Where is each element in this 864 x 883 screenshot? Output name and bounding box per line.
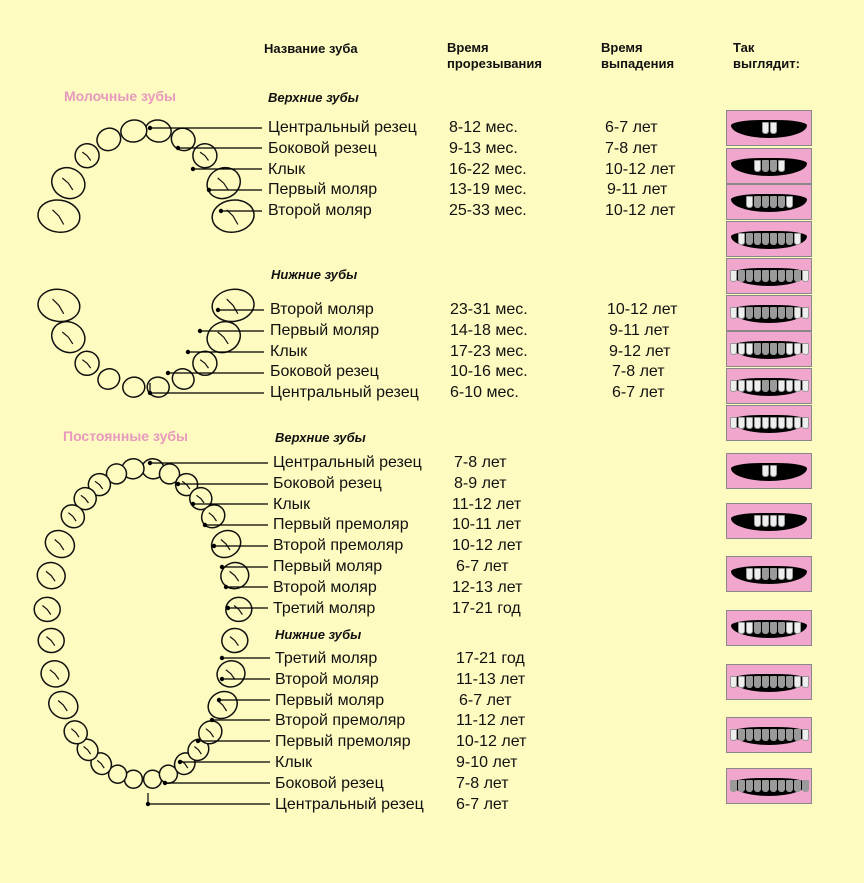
mouth-teeth	[727, 729, 811, 741]
tooth-name: Второй моляр	[275, 671, 379, 688]
tooth-mark	[746, 676, 753, 688]
milk-upper-tooth	[119, 118, 148, 143]
tooth-mark	[730, 307, 737, 319]
tooth-mark	[746, 196, 753, 208]
tooth-mark	[738, 343, 745, 355]
tooth-mark	[802, 417, 809, 429]
falling-time: 7-8 лет	[612, 363, 665, 380]
eruption-time: 23-31 мес.	[450, 301, 528, 318]
falling-time: 6-7 лет	[605, 119, 658, 136]
eruption-time: 10-16 мес.	[450, 363, 528, 380]
permanent-teeth-title: Постоянные зубы	[63, 428, 188, 444]
tooth-mark	[762, 233, 769, 245]
tooth-mark	[794, 380, 801, 392]
tooth-mark	[794, 622, 801, 634]
tooth-mark	[762, 465, 769, 477]
tooth-mark	[778, 196, 785, 208]
tooth-mark	[746, 780, 753, 792]
tooth-mark	[754, 729, 761, 741]
tooth-mark	[730, 380, 737, 392]
milk-lower-tooth	[95, 365, 123, 392]
tooth-mark	[738, 676, 745, 688]
eruption-time: 14-18 мес.	[450, 322, 528, 339]
falling-time: 9-12 лет	[609, 343, 671, 360]
tooth-mark	[762, 568, 769, 580]
tooth-mark	[778, 780, 785, 792]
tooth-mark	[778, 676, 785, 688]
tooth-name: Первый премоляр	[273, 516, 409, 533]
eruption-time: 17-21 год	[456, 650, 525, 667]
eruption-time: 25-33 мес.	[449, 202, 527, 219]
tooth-name: Клык	[275, 754, 313, 771]
mouth-teeth	[727, 676, 811, 688]
eruption-time: 8-9 лет	[454, 475, 507, 492]
tooth-name: Второй моляр	[273, 579, 377, 596]
mouth-thumbnail	[726, 768, 812, 804]
mouth-thumbnail	[726, 503, 812, 539]
tooth-mark	[746, 343, 753, 355]
column-header-eruption-line2: прорезывания	[447, 56, 542, 71]
tooth-mark	[762, 160, 769, 172]
tooth-mark	[730, 270, 737, 282]
eruption-time: 6-7 лет	[456, 796, 509, 813]
eruption-time: 7-8 лет	[456, 775, 509, 792]
milk-lower-tooth	[169, 365, 197, 392]
tooth-name: Боковой резец	[273, 475, 382, 492]
tooth-mark	[794, 307, 801, 319]
tooth-mark	[770, 270, 777, 282]
mouth-teeth	[727, 196, 811, 208]
permanent-lower-title: Нижние зубы	[275, 627, 362, 642]
tooth-mark	[762, 417, 769, 429]
tooth-mark	[738, 780, 745, 792]
column-header-look-line2: выглядит:	[733, 56, 800, 71]
column-header-falling-line1: Время	[601, 40, 643, 55]
falling-time: 7-8 лет	[605, 140, 658, 157]
mouth-thumbnail	[726, 295, 812, 331]
column-header-name: Название зуба	[264, 41, 358, 56]
tooth-mark	[794, 270, 801, 282]
eruption-time: 6-10 мес.	[450, 384, 519, 401]
tooth-mark	[786, 343, 793, 355]
column-header-look-line1: Так	[733, 40, 755, 55]
tooth-mark	[754, 380, 761, 392]
tooth-mark	[738, 307, 745, 319]
mouth-teeth	[727, 233, 811, 245]
eruption-time: 13-19 мес.	[449, 181, 527, 198]
tooth-mark	[746, 622, 753, 634]
eruption-time: 17-21 год	[452, 600, 521, 617]
tooth-mark	[746, 417, 753, 429]
mouth-teeth	[727, 343, 811, 355]
tooth-mark	[762, 380, 769, 392]
tooth-mark	[794, 343, 801, 355]
mouth-thumbnail	[726, 556, 812, 592]
tooth-mark	[738, 417, 745, 429]
tooth-mark	[770, 676, 777, 688]
tooth-mark	[802, 307, 809, 319]
tooth-mark	[754, 780, 761, 792]
tooth-mark	[770, 343, 777, 355]
tooth-mark	[762, 270, 769, 282]
tooth-mark	[770, 122, 777, 134]
tooth-mark	[738, 622, 745, 634]
eruption-time: 11-12 лет	[452, 496, 522, 513]
eruption-time: 10-11 лет	[452, 516, 522, 533]
tooth-mark	[754, 270, 761, 282]
falling-time: 6-7 лет	[612, 384, 665, 401]
tooth-mark	[762, 515, 769, 527]
tooth-mark	[778, 380, 785, 392]
tooth-mark	[746, 729, 753, 741]
mouth-teeth	[727, 122, 811, 134]
tooth-mark	[754, 515, 761, 527]
permanent-upper-title: Верхние зубы	[275, 430, 366, 445]
tooth-mark	[770, 307, 777, 319]
tooth-mark	[754, 622, 761, 634]
tooth-name: Клык	[273, 496, 311, 513]
tooth-name: Второй моляр	[268, 202, 372, 219]
falling-time: 10-12 лет	[605, 161, 676, 178]
mouth-thumbnail	[726, 148, 812, 184]
tooth-name: Третий моляр	[273, 600, 376, 617]
tooth-mark	[778, 270, 785, 282]
tooth-mark	[794, 676, 801, 688]
tooth-mark	[778, 729, 785, 741]
tooth-mark	[786, 729, 793, 741]
tooth-mark	[778, 307, 785, 319]
mouth-teeth	[727, 307, 811, 319]
tooth-mark	[770, 380, 777, 392]
mouth-teeth	[727, 160, 811, 172]
eruption-time: 11-13 лет	[456, 671, 526, 688]
falling-time: 10-12 лет	[605, 202, 676, 219]
tooth-mark	[778, 568, 785, 580]
eruption-time: 9-13 мес.	[449, 140, 518, 157]
tooth-mark	[770, 515, 777, 527]
falling-time: 10-12 лет	[607, 301, 678, 318]
milk-lower-tooth	[122, 376, 147, 399]
tooth-mark	[762, 622, 769, 634]
tooth-mark	[770, 780, 777, 792]
tooth-mark	[770, 568, 777, 580]
mouth-thumbnail	[726, 610, 812, 646]
tooth-mark	[770, 729, 777, 741]
eruption-time: 10-12 лет	[452, 537, 523, 554]
tooth-mark	[762, 196, 769, 208]
tooth-mark	[754, 233, 761, 245]
column-header-eruption-line1: Время	[447, 40, 489, 55]
mouth-thumbnail	[726, 331, 812, 367]
mouth-teeth	[727, 780, 811, 792]
tooth-mark	[778, 233, 785, 245]
tooth-mark	[778, 343, 785, 355]
tooth-mark	[786, 307, 793, 319]
tooth-name: Первый премоляр	[275, 733, 411, 750]
tooth-mark	[730, 780, 737, 792]
tooth-name: Боковой резец	[270, 363, 379, 380]
tooth-mark	[770, 196, 777, 208]
tooth-name: Клык	[270, 343, 308, 360]
tooth-mark	[762, 307, 769, 319]
milk-upper-title: Верхние зубы	[268, 90, 359, 105]
tooth-mark	[746, 307, 753, 319]
eruption-time: 9-10 лет	[456, 754, 518, 771]
tooth-mark	[786, 780, 793, 792]
tooth-mark	[770, 622, 777, 634]
tooth-mark	[746, 380, 753, 392]
tooth-mark	[762, 122, 769, 134]
mouth-teeth	[727, 622, 811, 634]
tooth-mark	[770, 160, 777, 172]
mouth-thumbnail	[726, 453, 812, 489]
tooth-name: Центральный резец	[268, 119, 417, 136]
tooth-mark	[762, 676, 769, 688]
tooth-mark	[802, 729, 809, 741]
tooth-mark	[786, 417, 793, 429]
falling-time: 9-11 лет	[607, 181, 668, 198]
tooth-mark	[738, 729, 745, 741]
tooth-mark	[730, 729, 737, 741]
mouth-teeth	[727, 417, 811, 429]
tooth-name: Боковой резец	[275, 775, 384, 792]
tooth-mark	[778, 160, 785, 172]
falling-time: 9-11 лет	[609, 322, 670, 339]
tooth-mark	[754, 196, 761, 208]
tooth-mark	[754, 676, 761, 688]
tooth-mark	[802, 270, 809, 282]
tooth-name: Центральный резец	[275, 796, 424, 813]
mouth-teeth	[727, 270, 811, 282]
tooth-name: Третий моляр	[275, 650, 378, 667]
mouth-thumbnail	[726, 184, 812, 220]
tooth-mark	[754, 568, 761, 580]
tooth-mark	[730, 343, 737, 355]
tooth-mark	[794, 780, 801, 792]
tooth-mark	[738, 233, 745, 245]
tooth-name: Центральный резец	[273, 454, 422, 471]
tooth-mark	[802, 343, 809, 355]
tooth-name: Первый моляр	[273, 558, 383, 575]
tooth-name: Первый моляр	[268, 181, 378, 198]
tooth-mark	[786, 568, 793, 580]
tooth-mark	[802, 780, 809, 792]
tooth-mark	[770, 417, 777, 429]
tooth-mark	[754, 343, 761, 355]
tooth-mark	[786, 233, 793, 245]
tooth-mark	[730, 417, 737, 429]
column-header-falling-line2: выпадения	[601, 56, 675, 71]
mouth-thumbnail	[726, 110, 812, 146]
mouth-thumbnail	[726, 405, 812, 441]
eruption-time: 6-7 лет	[456, 558, 509, 575]
tooth-name: Центральный резец	[270, 384, 419, 401]
tooth-mark	[794, 233, 801, 245]
eruption-time: 16-22 мес.	[449, 161, 527, 178]
mouth-teeth	[727, 515, 811, 527]
eruption-time: 8-12 мес.	[449, 119, 518, 136]
milk-upper-tooth	[144, 118, 173, 143]
tooth-mark	[786, 380, 793, 392]
eruption-time: 12-13 лет	[452, 579, 523, 596]
tooth-name: Первый моляр	[275, 692, 385, 709]
mouth-thumbnail	[726, 717, 812, 753]
tooth-mark	[754, 307, 761, 319]
tooth-mark	[730, 676, 737, 688]
tooth-mark	[746, 233, 753, 245]
mouth-teeth	[727, 380, 811, 392]
tooth-name: Второй премоляр	[273, 537, 404, 554]
tooth-mark	[770, 465, 777, 477]
tooth-name: Боковой резец	[268, 140, 377, 157]
tooth-mark	[738, 270, 745, 282]
tooth-mark	[762, 780, 769, 792]
mouth-teeth	[727, 568, 811, 580]
tooth-mark	[786, 622, 793, 634]
tooth-mark	[794, 417, 801, 429]
milk-teeth-title: Молочные зубы	[64, 88, 176, 104]
eruption-time: 7-8 лет	[454, 454, 507, 471]
tooth-name: Второй премоляр	[275, 712, 406, 729]
tooth-mark	[746, 568, 753, 580]
mouth-thumbnail	[726, 221, 812, 257]
tooth-mark	[794, 729, 801, 741]
tooth-name: Клык	[268, 161, 306, 178]
tooth-mark	[778, 417, 785, 429]
tooth-mark	[786, 270, 793, 282]
eruption-time: 17-23 мес.	[450, 343, 528, 360]
mouth-thumbnail	[726, 368, 812, 404]
tooth-mark	[746, 270, 753, 282]
tooth-mark	[754, 417, 761, 429]
mouth-thumbnail	[726, 664, 812, 700]
tooth-name: Первый моляр	[270, 322, 380, 339]
tooth-mark	[770, 233, 777, 245]
tooth-name: Второй моляр	[270, 301, 374, 318]
tooth-mark	[754, 160, 761, 172]
tooth-mark	[778, 515, 785, 527]
tooth-mark	[762, 729, 769, 741]
tooth-mark	[786, 676, 793, 688]
mouth-thumbnail	[726, 258, 812, 294]
milk-lower-title: Нижние зубы	[271, 267, 358, 282]
tooth-mark	[786, 196, 793, 208]
tooth-mark	[738, 380, 745, 392]
tooth-mark	[802, 380, 809, 392]
tooth-mark	[802, 676, 809, 688]
mouth-teeth	[727, 465, 811, 477]
tooth-mark	[762, 343, 769, 355]
eruption-time: 11-12 лет	[456, 712, 526, 729]
tooth-mark	[778, 622, 785, 634]
eruption-time: 6-7 лет	[459, 692, 512, 709]
eruption-time: 10-12 лет	[456, 733, 527, 750]
